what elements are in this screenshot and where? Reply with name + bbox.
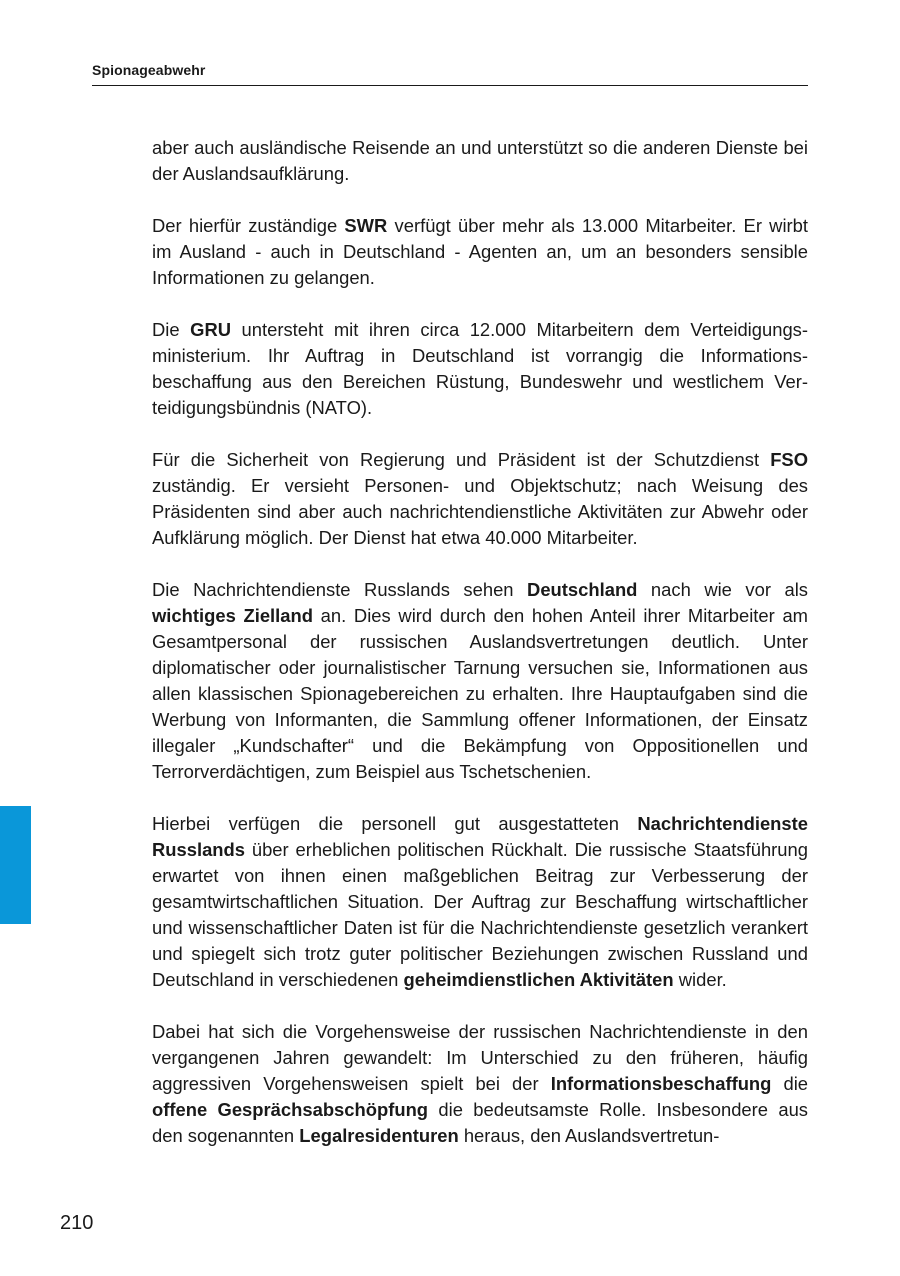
- bold-term: GRU: [190, 319, 232, 340]
- bold-term: Informationsbeschaffung: [550, 1073, 772, 1094]
- text-run: verfügt über mehr als 13.000 Mitarbeiter. Er wirbt im Ausland - auch in Deutschland - Agenten an, um an besonders sensible Informationen zu gelangen.: [152, 215, 809, 288]
- paragraph-3: [152, 317, 808, 421]
- text-run: heraus, den Auslandsvertretun-: [458, 1125, 720, 1146]
- text-run: Die Nachrichtendienste Russlands sehen: [152, 579, 528, 600]
- bold-term: Deutschland: [527, 579, 638, 600]
- paragraph-4: [152, 447, 808, 551]
- bold-term: Nachrichtendienste Russlands: [152, 813, 808, 860]
- bold-term: geheimdienstlichen Aktivitäten: [403, 969, 674, 990]
- text-run: Die: [152, 319, 191, 340]
- paragraph-6: [152, 811, 808, 993]
- bold-term: Legalresidenturen: [299, 1125, 459, 1146]
- bold-term: wichtiges Zielland: [152, 605, 313, 626]
- text-run: Der hierfür zuständige: [152, 215, 345, 236]
- paragraph-2: [152, 213, 808, 291]
- text-run: Dabei hat sich die Vorgehensweise der russischen Nachrichtendienste in den vergangenen Jahren gewandelt: Im Unterschied zu den früheren, häufig aggressiven Vorgehensweisen spielt bei der: [152, 1021, 808, 1094]
- text-run: die: [771, 1073, 809, 1094]
- running-header: [92, 62, 808, 86]
- text-run: über erheblichen politischen Rückhalt. Die russische Staatsführung erwartet von ihnen einen maßgeblichen Beitrag zur Verbesserung der gesamtwirtschaftlichen Situation. Der Auftrag zur Beschaffung wirtschaftlicher und wissenschaftlicher Daten ist für die Nachrichtendienste gesetzlich verankert und spiegelt sich trotz guter politischer Beziehungen zwischen Russland und Deutschland in verschiedenen: [152, 839, 808, 990]
- text-run: wider.: [673, 969, 727, 990]
- paragraph-7: [152, 1019, 808, 1149]
- paragraph-1: [152, 135, 808, 187]
- text-run: an. Dies wird durch den hohen Anteil ihrer Mitarbeiter am Gesamtpersonal der russischen Auslandsvertretungen deutlich. Unter diplomatischer oder journalistischer Tarnung versuchen sie, Informationen aus allen klassischen Spionagebereichen zu erhalten. Ihre Hauptaufgaben sind die Werbung von Informanten, die Sammlung offener Informationen, der Einsatz illegaler „Kundschafter“ und die Bekämpfung von Oppositionellen und Terrorverdächtigen, zum Beispiel aus Tschetschenien.: [152, 605, 808, 782]
- text-run: Hierbei verfügen die personell gut ausgestatteten: [152, 813, 638, 834]
- text-run: aber auch ausländische Reisende an und unterstützt so die anderen Dienste bei der Auslandsaufklärung.: [152, 137, 808, 184]
- section-title: Spionageabwehr: [92, 62, 206, 78]
- text-run: untersteht mit ihren circa 12.000 Mitarbeitern dem Verteidigungsministerium. Ihr Auftrag in Deutschland ist vorrangig die Informationsbeschaffung aus den Bereichen Rüstung, Bundeswehr und westlichem Verteidigungsbündnis (NATO).: [152, 319, 808, 418]
- bold-term: FSO: [770, 449, 808, 470]
- page-number: 210: [60, 1212, 94, 1234]
- text-run: Für die Sicherheit von Regierung und Präsident ist der Schutzdienst: [152, 449, 771, 470]
- body-text: [152, 135, 808, 1175]
- text-run: zuständig. Er versieht Personen- und Objektschutz; nach Weisung des Präsidenten sind aber auch nachrichtendienstliche Aktivitäten zur Abwehr oder Aufklärung möglich. Der Dienst hat etwa 40.000 Mitarbeiter.: [152, 475, 808, 548]
- bold-term: SWR: [344, 215, 388, 236]
- paragraph-5: [152, 577, 808, 785]
- chapter-side-tab: [0, 806, 31, 924]
- bold-term: offene Gesprächsabschöpfung: [152, 1099, 429, 1120]
- text-run: nach wie vor als: [637, 579, 808, 600]
- text-run: die bedeutsamste Rolle. Insbesondere aus den sogenannten: [152, 1099, 809, 1146]
